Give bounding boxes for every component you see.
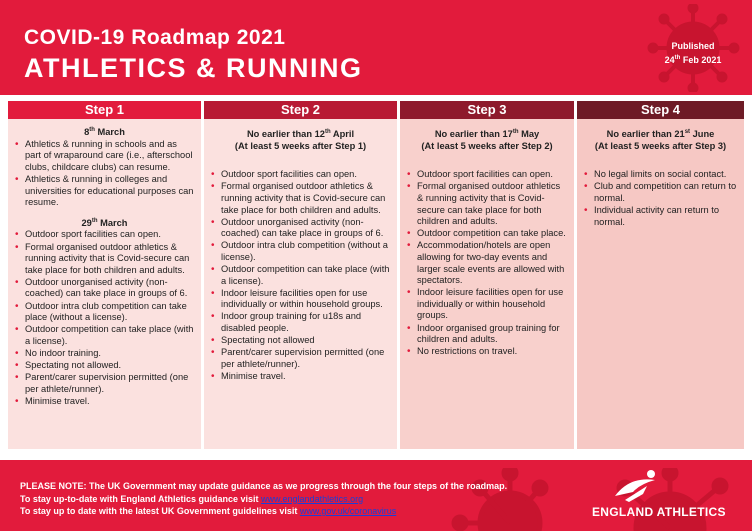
list-item: • Formal organised outdoor athletics & running activity that is Covid-secure can take place for both children and adults. — [210, 181, 391, 216]
list-item: • Outdoor competition can take place. — [406, 228, 568, 240]
list-item: • Formal organised outdoor athletics & running activity that is Covid-secure can take place for both children and adults. — [406, 181, 568, 227]
list-item: • No indoor training. — [14, 348, 195, 360]
published-date: 24th Feb 2021 — [664, 55, 722, 65]
list-item: • Spectating not allowed — [210, 335, 391, 347]
step-4-column — [577, 119, 744, 449]
step-headers — [8, 101, 744, 119]
list-item: • Athletics & running in schools and as part of wraparound care (i.e., afterschool clubs, childcare clubs) can resume. — [14, 139, 195, 174]
step-3-column — [400, 119, 574, 449]
published-stamp — [646, 40, 740, 66]
step-1-date-b: 29th March — [81, 217, 128, 228]
list-item: • Indoor leisure facilities open for use individually or within household groups. — [210, 288, 391, 311]
step-1-header: Step 1 — [8, 101, 201, 119]
published-label: Published — [671, 41, 715, 51]
step-2-list — [210, 169, 391, 382]
footer-notes — [20, 480, 507, 518]
list-item: • Indoor organised group training for children and adults. — [406, 323, 568, 346]
step-4-list — [583, 169, 738, 228]
list-item: • Accommodation/hotels are open allowing for two-day events and larger scale events are allowed with spectators. — [406, 240, 568, 286]
list-item: • No legal limits on social contact. — [583, 169, 738, 181]
step-3-list — [406, 169, 568, 358]
list-item: • Outdoor intra club competition (without a license). — [210, 240, 391, 263]
step-2-date-sub: (At least 5 weeks after Step 1) — [234, 140, 367, 151]
step-4-date: No earlier than 21st June — [606, 129, 715, 140]
header-banner — [0, 0, 752, 95]
title-line-1: COVID-19 Roadmap 2021 — [24, 26, 286, 49]
step-3-header: Step 3 — [400, 101, 574, 119]
step-2-column — [204, 119, 397, 449]
step-1-list-a — [14, 139, 195, 209]
step-3-date: No earlier than 17th May — [434, 129, 540, 140]
list-item: • Outdoor unorganised activity (non-coached) can take place in groups of 6. — [210, 217, 391, 240]
footer-ea-line: To stay up-to-date with England Athletics guidance visit www.englandathletics.org — [20, 493, 364, 504]
step-4-date-sub: (At least 5 weeks after Step 3) — [594, 140, 727, 151]
list-item: • Outdoor competition can take place (with a license). — [210, 264, 391, 287]
step-1-column — [8, 119, 201, 449]
list-item: • Outdoor unorganised activity (non-coached) can take place in groups of 6. — [14, 277, 195, 300]
list-item: • Individual activity can return to normal. — [583, 205, 738, 228]
list-item: • Outdoor intra club competition can take place (without a license). — [14, 301, 195, 324]
list-item: • Formal organised outdoor athletics & running activity that is Covid-secure can take place for both children and adults. — [14, 242, 195, 277]
list-item: • Outdoor competition can take place (with a license). — [14, 324, 195, 347]
footer-gov-line: To stay up to date with the latest UK Government guidelines visit www.gov.uk/coronavirus — [20, 506, 397, 516]
title-line-2: ATHLETICS & RUNNING — [24, 53, 363, 83]
step-3-date-sub: (At least 5 weeks after Step 2) — [421, 140, 553, 151]
step-2-date: No earlier than 12th April — [246, 129, 355, 140]
step-1-list-b — [14, 229, 195, 407]
list-item: • Athletics & running in colleges and universities for educational purposes can resume. — [14, 174, 195, 209]
step-4-header: Step 4 — [577, 101, 744, 119]
list-item: • Outdoor sport facilities can open. — [210, 169, 391, 181]
list-item: • Outdoor sport facilities can open. — [406, 169, 568, 181]
list-item: • No restrictions on travel. — [406, 346, 568, 358]
list-item: • Minimise travel. — [14, 396, 195, 408]
list-item: • Minimise travel. — [210, 371, 391, 383]
list-item: • Parent/carer supervision permitted (one per athlete/runner). — [14, 372, 195, 395]
footer-note-line: PLEASE NOTE: The UK Government may update guidance as we progress through the four steps of the roadmap. — [20, 481, 508, 491]
list-item: • Parent/carer supervision permitted (one per athlete/runner). — [210, 347, 391, 370]
england-athletics-link[interactable]: www.englandathletics.org — [261, 493, 364, 504]
list-item: • Spectating not allowed. — [14, 360, 195, 372]
list-item: • Indoor group training for u18s and disabled people. — [210, 311, 391, 334]
list-item: • Club and competition can return to normal. — [583, 181, 738, 204]
list-item: • Indoor leisure facilities open for use individually or within household groups. — [406, 287, 568, 322]
england-athletics-logo-text: ENGLAND ATHLETICS — [592, 505, 726, 519]
step-1-date-a: 8th March — [84, 127, 125, 138]
gov-coronavirus-link[interactable]: www.gov.uk/coronavirus — [299, 506, 397, 516]
step-2-header: Step 2 — [204, 101, 397, 119]
list-item: • Outdoor sport facilities can open. — [14, 229, 195, 241]
